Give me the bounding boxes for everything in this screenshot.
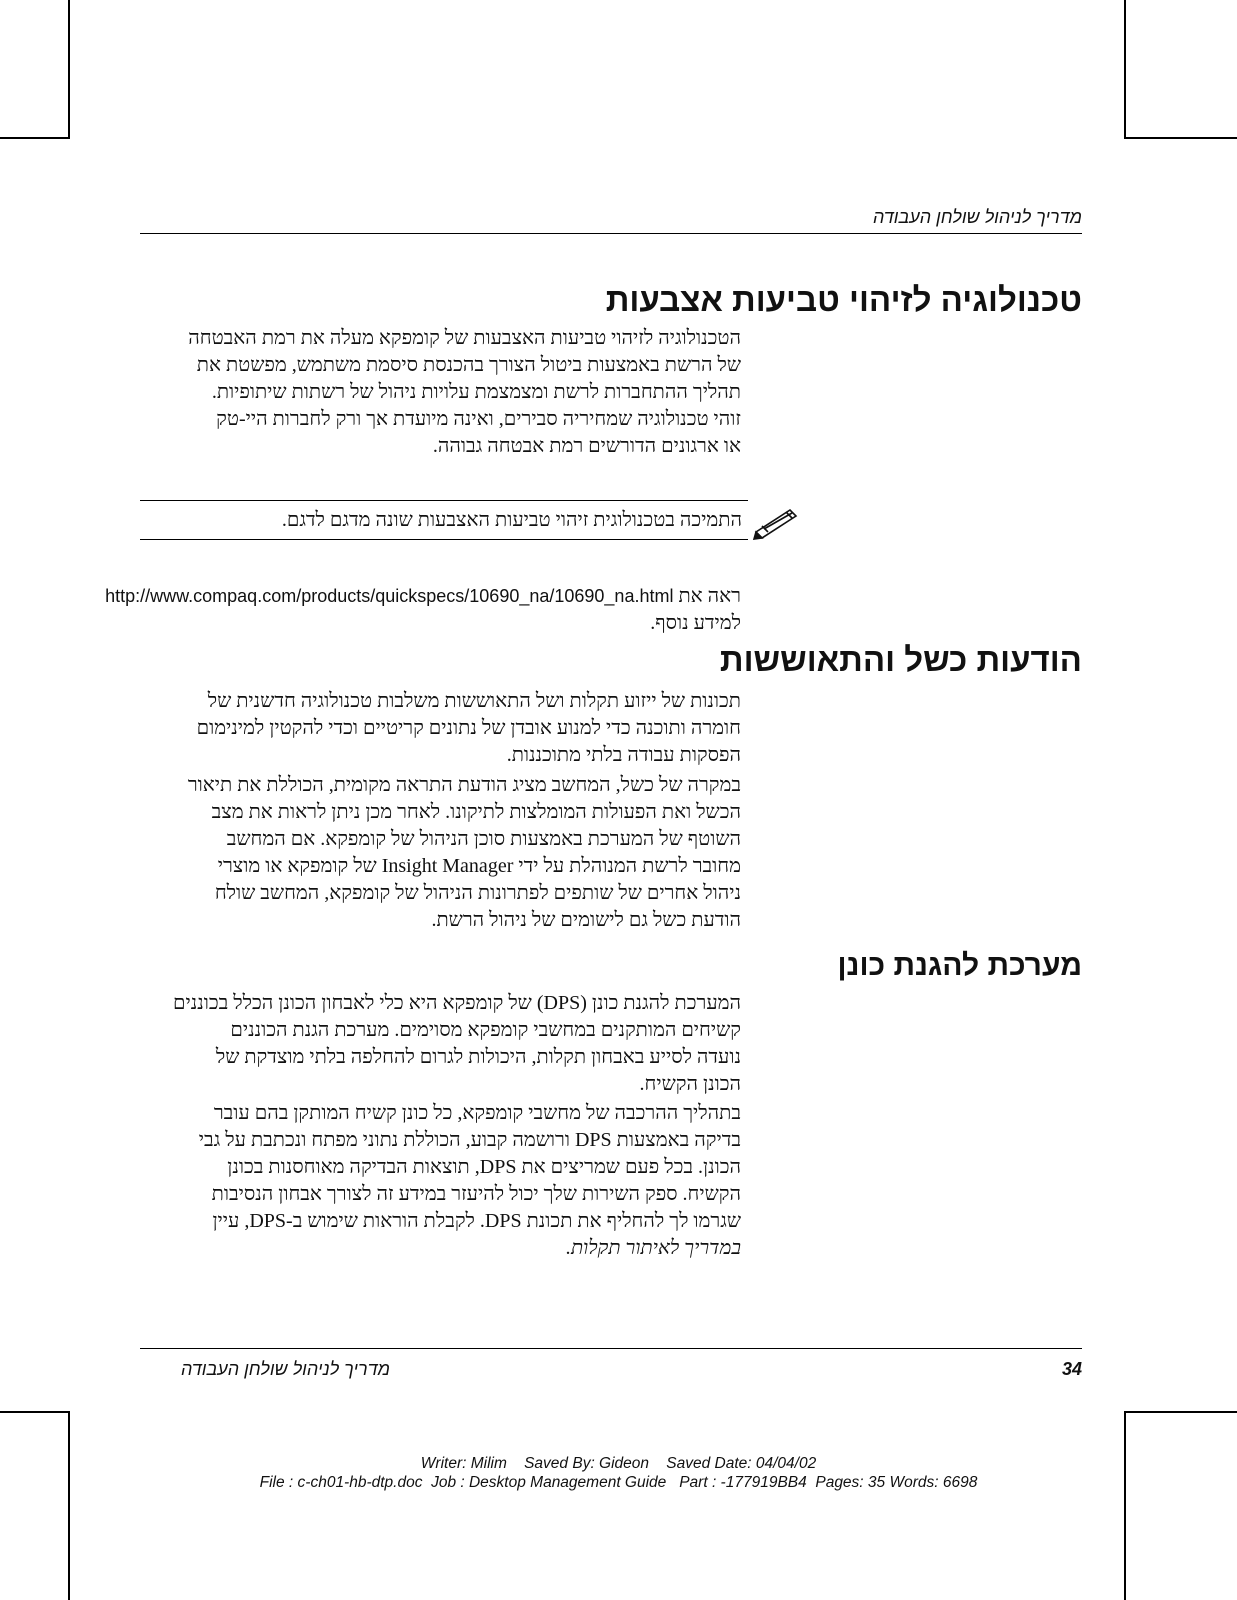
crop-mark [1124, 1411, 1126, 1600]
body-line: הכונן הקשיח. [639, 1073, 741, 1095]
print-meta-line1: Writer: Milim Saved By: Gideon Saved Date: 04/04/02 [420, 1455, 817, 1472]
section1-body [141, 325, 741, 460]
body-line: תהליך ההתחברות לרשת ומצמצמת עלויות ניהול של רשתות שיתופיות. [211, 381, 741, 403]
note-text: התמיכה בטכנולוגית זיהוי טביעות האצבעות שונה מדגם לדגם. [281, 509, 742, 531]
body-line: מחובר לרשת המנוהלת על ידי Insight Manager של קומפקא או מוצרי [217, 855, 741, 877]
running-footer [140, 1348, 1082, 1385]
body-line-italic-ref: במדריך לאיתור תקלות. [565, 1237, 741, 1259]
note-box [140, 500, 748, 540]
crop-mark [1124, 137, 1237, 139]
body-line: בתהליך ההרכבה של מחשבי קומפקא, כל כונן קשיח המותקן בהם עובר [213, 1102, 741, 1124]
body-line: של הרשת באמצעות ביטול הצורך בהכנסת סיסמת משתמש, מפשטת את [196, 354, 741, 376]
body-line: המערכת להגנת כונן (DPS) של קומפקא היא כלי לאבחון הכונן הכלל בכוננים [173, 992, 741, 1014]
section2-para2 [141, 772, 741, 934]
page-number: 34 [1061, 1359, 1082, 1379]
body-line: בדיקה באמצעות DPS ורושמה קבוע, הכוללת נתוני מפתח ונכתבת על גבי [198, 1129, 741, 1151]
body-line: נועדה לסייע באבחון תקלות, היכולות לגרום להחלפה בלתי מוצדקת של [215, 1046, 741, 1068]
body-line: שגרמו לך להחליף את תכונת DPS. לקבלת הוראות שימוש ב-DPS, עיין [212, 1210, 741, 1232]
crop-mark [0, 1411, 70, 1413]
running-header [140, 205, 1082, 234]
body-line: הקשיח. ספק השירות שלך יכול להיעזר במידע זה לצורך אבחון הנסיבות [211, 1183, 741, 1205]
url-prefix: ראה את [678, 585, 741, 607]
crop-mark [1124, 0, 1126, 138]
url-paragraph [101, 583, 741, 637]
section2-para1 [141, 688, 741, 769]
print-meta-line2: File : c-ch01-hb-dtp.doc Job : Desktop Management Guide Part : -177919BB4 Pages: 35 Words: 6698 [259, 1474, 978, 1491]
crop-mark [1124, 1411, 1237, 1413]
body-line: או ארגונים הדורשים רמת אבטחה גבוהה. [432, 435, 741, 457]
crop-mark [0, 137, 70, 139]
section-heading-drive-protection: מערכת להגנת כונן [837, 949, 1082, 982]
body-line: חומרה ותוכנה כדי למנוע אובדן של נתונים קריטיים וכדי להקטין למינימום [196, 717, 741, 739]
pencil-note-icon [752, 504, 800, 540]
section-heading-fingerprint: טכנולוגיה לזיהוי טביעות אצבעות [605, 281, 1082, 318]
footer-title: מדריך לניהול שולחן העבודה [180, 1359, 390, 1379]
crop-mark [68, 1411, 70, 1600]
body-line: השוטף של המערכת באמצעות סוכן הניהול של קומפקא. אם המחשב [226, 828, 741, 850]
body-line: הכשל ואת הפעולות המומלצות לתיקונו. לאחר מכן ניתן לראות את מצב [211, 801, 741, 823]
body-line: במקרה של כשל, המחשב מציג הודעת התראה מקומית, הכוללת את תיאור [187, 774, 741, 796]
body-line: ניהול אחרים של שותפים לפתרונות הניהול של קומפקא, המחשב שולח [214, 882, 741, 904]
body-line: הפסקות עבודה בלתי מתוכננות. [506, 744, 741, 766]
body-line: קשיחים המותקנים במחשבי קומפקא מסוימים. מערכת הגנת הכוננים [230, 1019, 741, 1041]
header-title: מדריך לניהול שולחן העבודה [872, 207, 1082, 227]
section3-para1 [141, 990, 741, 1098]
body-line: הודעת כשל גם לישומים של ניהול הרשת. [431, 909, 741, 931]
body-line: הטכנולוגיה לזיהוי טביעות האצבעות של קומפקא מעלה את רמת האבטחה [188, 327, 741, 349]
url-suffix: למידע נוסף. [650, 612, 741, 634]
body-line: הכונן. בכל פעם שמריצים את DPS, תוצאות הבדיקה מאוחסנות בכונן [227, 1156, 741, 1178]
crop-mark [68, 0, 70, 138]
body-line: תכונות של ייזוע תקלות ושל התאוששות משלבות טכנולוגיה חדשנית של [207, 690, 741, 712]
body-line: זוהי טכנולוגיה שמחיריה סבירים, ואינה מיועדת אך ורק לחברות היי-טק [216, 408, 741, 430]
compaq-link[interactable]: http://www.compaq.com/products/quickspecs/10690_na/10690_na.html [105, 586, 674, 606]
section3-para2 [141, 1100, 741, 1262]
section-heading-failure: הודעות כשל והתאוששות [719, 641, 1082, 678]
